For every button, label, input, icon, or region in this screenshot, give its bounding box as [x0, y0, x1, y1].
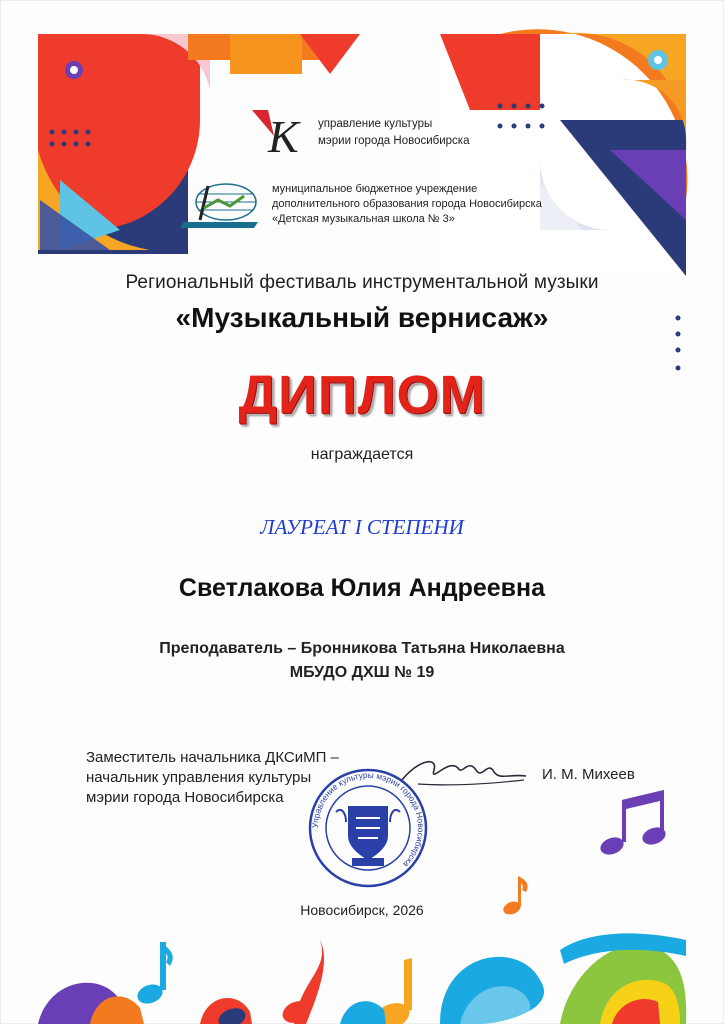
festival-name: «Музыкальный вернисаж» — [175, 302, 549, 333]
logo-k-letter: К — [268, 111, 299, 160]
city-year: Новосибирск, 2026 — [300, 902, 424, 918]
laureate-degree: ЛАУРЕАТ I СТЕПЕНИ — [260, 515, 464, 539]
signer-position-line-2: начальник управления культуры — [86, 769, 312, 786]
recipient-name: Светлакова Юлия Андреевна — [178, 574, 546, 602]
top-geometric-decoration — [0, 0, 724, 300]
teacher-line: Преподаватель – Бронникова Татьяна Николаевна — [159, 640, 565, 657]
diploma-heading: ДИПЛОМ — [238, 365, 486, 425]
stamp-ring-text: Управление культуры мэрии города Новосибирска — [309, 769, 427, 870]
culture-department-name — [318, 116, 518, 150]
school-line: МБУДО ДХШ № 19 — [289, 664, 435, 681]
music-notes-decoration — [0, 780, 724, 1024]
signer-position-line-1: Заместитель начальника ДКСиМП – — [86, 749, 339, 766]
music-school-line-3: «Детская музыкальная школа № 3» — [272, 213, 455, 225]
culture-department-logo — [246, 104, 312, 160]
signer-name: И. М. Михеев — [542, 766, 635, 783]
music-school-name — [272, 182, 572, 227]
music-school-line-2: дополнительного образования города Новосибирска — [272, 198, 542, 210]
festival-title: Региональный фестиваль инструментальной музыки — [125, 272, 599, 293]
culture-department-line-1: управление культуры — [318, 118, 433, 130]
culture-department-line-2: мэрии города Новосибирска — [318, 135, 470, 147]
music-school-logo — [178, 180, 264, 232]
signer-position-line-3: мэрии города Новосибирска — [86, 789, 284, 806]
awarded-text: награждается — [310, 446, 414, 463]
music-school-line-1: муниципальное бюджетное учреждение — [272, 183, 478, 195]
